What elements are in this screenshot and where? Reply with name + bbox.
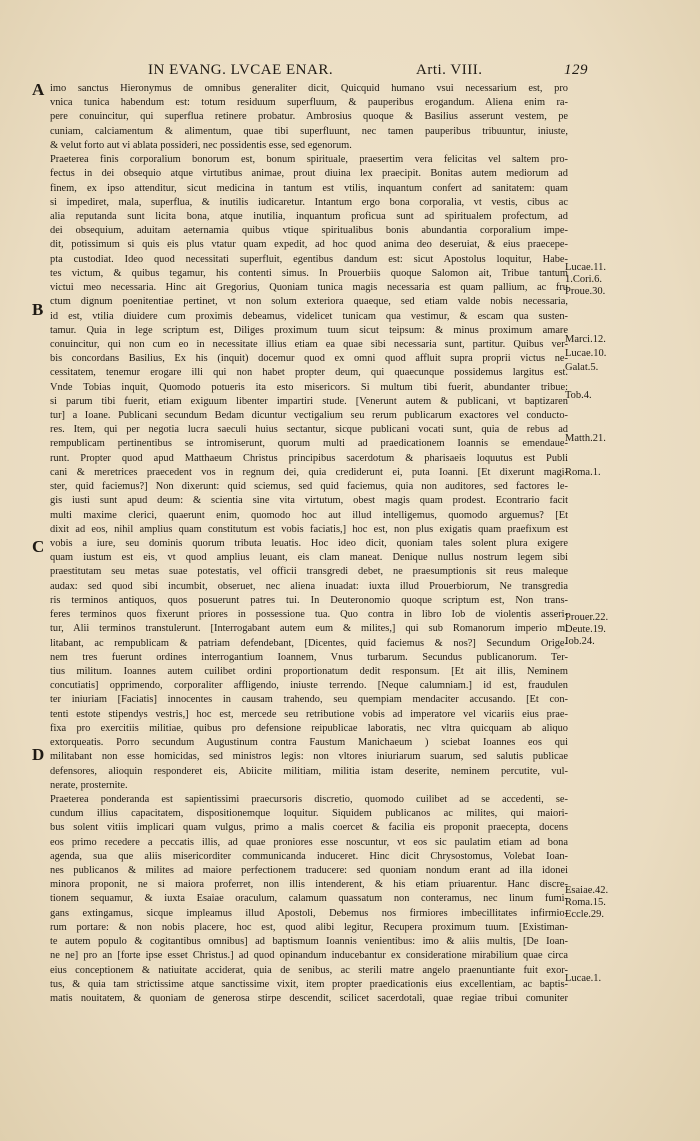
text-line: cuniam, calciamentum & alimentum, quae tibi superfluunt, nec tamen pauperibus tribuuntur, iniuste, xyxy=(50,125,568,137)
margin-citation: Deute.19. xyxy=(565,624,606,635)
text-line: feres terminos quos fixerunt priores in possessione tua. Quo contra in libro Iob de violentis asseri- xyxy=(50,609,568,621)
text-line: ris terminos antiquos, quos posuerunt patres tui. In Deuteronomio quoque scriptum est, Non trans- xyxy=(50,594,568,606)
text-line: ne ne] pro an [forte ipse esset Christus.] ad quod opinandum inducebantur ex consideratione mirabilium quae circa xyxy=(50,950,568,962)
margin-note-2 xyxy=(565,334,645,346)
text-line: pere conuincitur, qui superflua retinere probatur. Ambrosius quoque & Basilius asserunt vestem, pe xyxy=(50,111,568,123)
text-line: fectus in dei obsequio atque virtutibus animae, prout diuina lex praecipit. Bonitas autem mediorum ad xyxy=(50,168,568,180)
margin-citation: Roma.15. xyxy=(565,897,606,908)
text-line: eius conceptionem & natiuitate acciderat, quia de senibus, ac sterili matre angelo praenuntiante fuit exor- xyxy=(50,964,568,976)
text-line: tius militum. Ioannes autem cuilibet ordini proportionatum dedit responsum. [Et ait illis, Neminem xyxy=(50,665,568,677)
text-line: si parum tibi fuerit, etiam exiguum libenter impartiri stude. [Venerunt autem & publicani, vt baptizaren xyxy=(50,395,568,407)
text-line: dei obsequium, aduitam aeternamia quibus vtique spiritualibus bonis abundantia corporalium impe- xyxy=(50,225,568,237)
margin-note-1 xyxy=(565,262,645,298)
text-line: praestitutam seu metas suae potestatis, vel officii transgredi debet, ne praesumptionis sit reus maleque xyxy=(50,566,568,578)
text-line: matis nouitatem, & quoniam de generosa stirpe descendit, scilicet sacerdotali, quae regiae tribui comuniter xyxy=(50,993,568,1004)
text-line: Praeterea ponderanda est sapientissimi praecursoris discretio, quomodo cuilibet ad se accedenti, se- xyxy=(50,793,568,805)
margin-citation: 1.Cori.6. xyxy=(565,274,603,285)
text-line: nem tres fuerunt ordines interrogantium Ioannem, Vnus turbarum. Secundus publicanorum. Ter- xyxy=(50,651,568,663)
margin-citation: Esaiae.42. xyxy=(565,885,609,896)
text-line: Praeterea finis corporalium bonorum est, bonum spirituale, praesertim vera felicitas vel saltem pro- xyxy=(50,154,568,166)
text-line: gis iusti sunt apud deum: & scientia sine vita virtutum, obest magis quam prodest. Econtrario facit xyxy=(50,495,568,507)
text-line: vnica tunica habendum est: totum residuum superfluum, & pauperibus erogandum. Aliena enim ra- xyxy=(50,97,568,109)
margin-citation: Roma.1. xyxy=(565,467,601,478)
text-line: fixa pro exercitiis militiae, quibus pro defensione reipublicae laboratis, nec vltra quicquam ab aliquo xyxy=(50,722,568,734)
text-line: agenda, sua que aliis misericorditer communicanda induceret. Hinc dicit Chrysostomus, Volebat Ioan- xyxy=(50,850,568,862)
text-line: res. Item, qui per negotia lucra saeculi huius sectantur, sicque publicani vocati sunt, quia de rebus ad xyxy=(50,424,568,436)
margin-note-4 xyxy=(565,362,645,374)
text-line: pta custodiat. Ideo quod necessitati superfluit, egentibus dandum est: sicut Apostolus loquitur, Habe- xyxy=(50,253,568,265)
margin-citation: Proue.30. xyxy=(565,286,606,297)
margin-citation: Lucae.1. xyxy=(565,973,602,984)
text-line: dixit ad eos, nihil amplius quam constitutum est vobis faciatis,] hoc est, non plus exigatis quam praefixum est xyxy=(50,523,568,535)
text-line: tur] a Ioane. Publicani secundum Bedam dicuntur vectigalium seu rerum publicarum exactores vel conducto- xyxy=(50,410,568,422)
margin-citation: Lucae.10. xyxy=(565,348,607,359)
text-line: tes victum, & quibus tegamur, his contenti simus. In Prouerbiis quoque Salomon ait, Tribue tantum xyxy=(50,267,568,279)
margin-note-7 xyxy=(565,467,645,479)
text-line: extorqueatis. Porro secundum Augustinum contra Faustum Manichaeum ) sciebat Ioannes eos qui xyxy=(50,737,568,749)
header-title: IN EVANG. LVCAE ENAR. xyxy=(148,62,334,78)
margin-citation: Marci.12. xyxy=(565,334,606,345)
text-line: multi maxime clerici, quaerunt enim, quomodo hoc aut illud intelligemus, quomodo arguemus? [Et xyxy=(50,509,568,521)
margin-note-5 xyxy=(565,390,645,402)
text-line: rempublicam pertinentibus se intromiserunt, quorum multi ad praedicationem Ioannis se emendaue- xyxy=(50,438,568,450)
text-line: concutiatis] opprimendo, corporaliter affligendo, iniuste terrendo. [Neque calumniam.] id est, fraudulen xyxy=(50,680,568,692)
text-line: vobis a iure, seu dominis quorum tributa leuatis. Hoc ideo dicit, quoniam tales solent plura exigere xyxy=(50,538,568,549)
text-line: militabant non esse homicidas, sed ministros legis: non vltores iniuriarum suarum, sed salutis publicae xyxy=(50,751,568,763)
text-line: bis concordans Basilius, Ex his (inquit) docemur quod ex omni quod affluit supra proprii victus ne- xyxy=(50,353,568,365)
text-line: alia reputanda sunt licita bona, atque inutilia, inquantum proficua sunt ad spiritualem profectum, ad xyxy=(50,210,568,222)
text-line: runt. Propter quod apud Matthaeum Christus principibus sacerdotum & pharisaeis loquutus est Publi xyxy=(50,452,568,464)
text-line: cessitatem, tenemur erogare illi qui non habet propter deum, qui quaecunque possidemus largitus est. xyxy=(50,367,568,379)
margin-citation: Iob.24. xyxy=(565,636,595,647)
text-line: finem, ex ipso attenditur, sicut medicina in tantum est vtilis, inquantum confert ad sanitatem: quam xyxy=(50,182,568,194)
text-line: audax: sed quod sibi incumbit, obseruet, nec aliena inuadat: iuxta illud Prouerbiorum, Ne transgredia xyxy=(50,580,568,592)
text-line: tus, & quia tam strictissime atque sanctissime vixit, item propter praedicationis eius excellentiam, ac baptis- xyxy=(50,978,568,990)
text-line: tamur. Quia in lege scriptum est, Diliges proximum tuum sicut teipsum: & minus proximum amare xyxy=(50,324,568,336)
text-line: ster, quid faciemus?] Non dixerunt: quid sciemus, sed quid faciemus, quia non auditores, sed factores le- xyxy=(50,481,568,493)
text-line: tenti estote stipendys vestris,] hoc est, mercede seu retributione vobis ad imperatore vel vicariis eius prae- xyxy=(50,708,568,720)
margin-citation: Lucae.11. xyxy=(565,262,607,273)
section-letter-b: B xyxy=(32,300,44,319)
text-line: ter iniuriam [Faciatis] innocentes in causam trahendo, seu quempiam mendaciter accusando. [Et con- xyxy=(50,694,568,706)
text-line: rum portare: & non nobis placere, hoc est, quod alibi legitur, Recupera proximum tuum. [Existiman- xyxy=(50,921,568,933)
text-line: bus solent vitiis implicari quam vulgus, primo a malis coercet & facilia eis proponit praecepta, docens xyxy=(50,822,568,834)
text-line: ctum dignum poenitentiae pertinet, vt non solum exteriora quaeque, sed etiam valde nobis necessaria, xyxy=(50,296,568,308)
section-letter-d: D xyxy=(32,745,45,764)
text-line: nerate, prosternite. xyxy=(50,779,128,791)
text-line: dit, potissimum si quis eis plus vtatur quam expedit, ad hoc quod anima deo deseruiat, & eius praecepe- xyxy=(50,239,568,251)
text-line: gans extingamus, sicque impleamus illud Apostoli, Debemus nos firmiores imbecillitates infirmio- xyxy=(50,907,568,919)
section-letter-c: C xyxy=(32,537,45,556)
text-line: cundum illius capacitatem, dispositionemque loquitur. Siquidem publicanos ac milites, qui maiori- xyxy=(50,808,568,820)
margin-citation: Galat.5. xyxy=(565,362,599,373)
margin-citation: Tob.4. xyxy=(565,390,592,401)
text-line: tionem sequamur, & iuxta Esaiae oraculum, calamum quassatum non conteramus, nec linum fumi- xyxy=(50,893,568,905)
margin-citation: Matth.21. xyxy=(565,433,606,444)
header-article: Arti. VIII. xyxy=(416,62,483,78)
text-line: defensores, alioquin responderet eis, Abiicite militiam, militia istam deserite, neminem percutite, vul- xyxy=(50,765,568,777)
margin-citation: Prouer.22. xyxy=(565,612,609,623)
margin-citation: Eccle.29. xyxy=(565,909,605,920)
text-line: eos primo recedere a peccatis illis, ad quae proniores esse noscuntur, vt eos sic paulatim etiam ad bona xyxy=(50,836,568,848)
margin-note-3 xyxy=(565,348,645,360)
text-line: Vnde Tobias inquit, Quomodo potueris ita esto misericors. Si multum tibi fuerit, abundanter tribue: xyxy=(50,381,568,393)
margin-note-9 xyxy=(565,885,645,921)
page-number: 129 xyxy=(564,62,588,78)
text-line: litabant, ac rempublicam & patriam defendebant, [Dicentes, quid faciemus & nos?] Secundum Orige- xyxy=(50,637,568,649)
text-line: cani & meretrices praecedent vos in regnum dei, quia crediderunt ei, puta Ioanni. [Et dixerunt magi- xyxy=(50,466,568,478)
margin-note-6 xyxy=(565,433,645,445)
text-line: victui meo necessaria. Hinc ait Gregorius, Quoniam tunica magis necessaria est quam pallium, ac fru xyxy=(50,282,568,294)
margin-note-8 xyxy=(565,612,645,648)
text-line: nes publicanos & milites ad maiore perfectionem traducere: sed quoniam nondum erant ad illa idonei xyxy=(50,865,568,877)
text-line: id est, vtilia diuidere cum proximis debeamus, videlicet tunicam qua vestimur, & escam qua susten- xyxy=(50,310,568,322)
text-line: minora proponit, ne si maiora proferret, non illis intenderent, & his etiam priuarentur. Hanc discre- xyxy=(50,879,568,891)
text-line: si impediret, mala, superflua, & inutilis iudicaretur. Intantum ergo bona corporalia, vt vestis, cibus ac xyxy=(50,196,568,208)
text-line: quam iustum est eis, vt quod amplius leuant, eis clam maneat. Denique nullus nostrum legem sibi xyxy=(50,552,568,564)
margin-note-10 xyxy=(565,973,645,985)
text-line: tur, Alii terminos transtulerunt. [Interrogabant autem eum & milites,] qui sub Romanorum imperio mi xyxy=(50,623,568,635)
text-line: imo sanctus Hieronymus de omnibus generaliter dicit, Quicquid humano vsui necessarium est, pro xyxy=(50,83,568,94)
text-line: conuincitur, qui non cum eo in necessitate illius etiam ea quae sibi necessaria sunt, partitur. Quibus ver- xyxy=(50,338,568,350)
section-letter-a: A xyxy=(32,80,45,99)
text-line: & velut forto aut vi ablata possideri, nec possidentis esse, sed egenorum. xyxy=(50,139,352,151)
text-line: te autem populo & cogitantibus omnibus] ad baptismum Ioannis venientibus: imo & aliis multis, [De Ioan- xyxy=(50,936,568,948)
main-text-column xyxy=(50,82,568,1006)
